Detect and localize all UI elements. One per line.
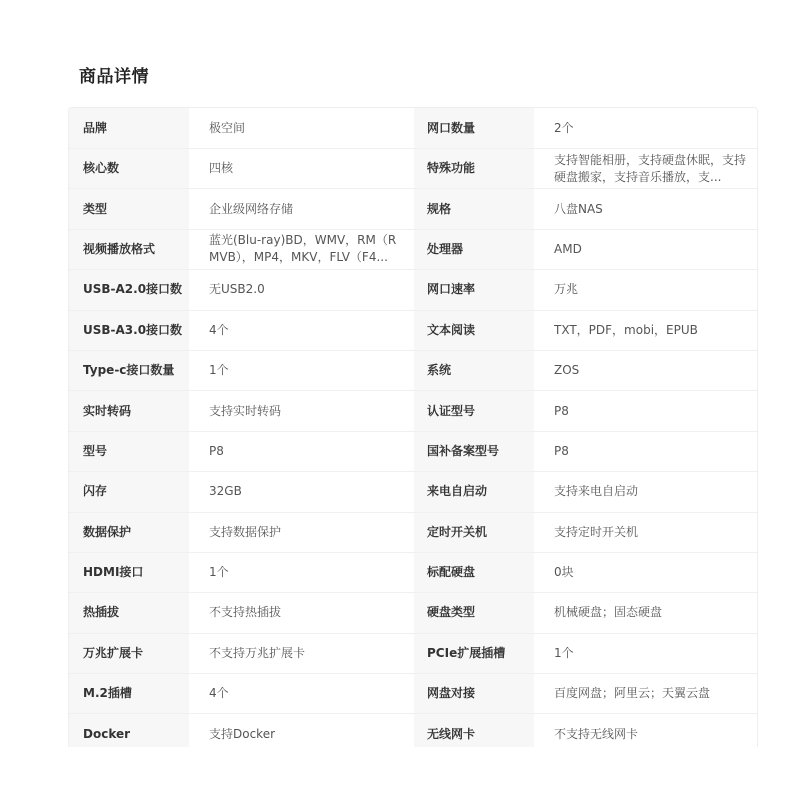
spec-value-text: AMD — [554, 241, 582, 256]
spec-label: 视频播放格式 — [69, 230, 189, 269]
spec-value — [189, 270, 414, 309]
spec-value — [189, 351, 414, 390]
spec-value-text: 无USB2.0 — [209, 282, 265, 297]
spec-value-text: 不支持无线网卡 — [554, 726, 639, 741]
page-bottom-area — [0, 747, 800, 800]
spec-value-text: 支持定时开关机 — [554, 524, 639, 539]
spec-label: USB-A2.0接口数 — [69, 270, 189, 309]
spec-value — [189, 391, 414, 430]
spec-row — [69, 432, 757, 472]
spec-value-text: 不支持热插拔 — [209, 605, 282, 620]
spec-value — [189, 634, 414, 673]
spec-value — [189, 513, 414, 552]
spec-value — [189, 149, 414, 188]
spec-value-text: 企业级网络存储 — [209, 201, 294, 216]
spec-value-text: 蓝光(Blu-ray)BD，WMV，RM（RMVB），MP4，MKV，FLV（F4... — [209, 233, 397, 265]
spec-value — [189, 714, 414, 747]
spec-value — [534, 593, 757, 632]
spec-value — [189, 108, 414, 148]
spec-row — [69, 149, 757, 189]
spec-value — [189, 593, 414, 632]
spec-row — [69, 714, 757, 747]
spec-label: 定时开关机 — [414, 513, 534, 552]
spec-value-text: P8 — [554, 403, 569, 418]
spec-table — [68, 107, 758, 747]
spec-row — [69, 108, 757, 149]
spec-value-text: 1个 — [209, 363, 229, 378]
spec-row — [69, 553, 757, 593]
spec-value — [534, 472, 757, 511]
spec-value — [189, 230, 414, 269]
spec-value-text: 1个 — [209, 565, 229, 580]
spec-value-text: 百度网盘；阿里云；天翼云盘 — [554, 686, 711, 701]
spec-row — [69, 391, 757, 431]
spec-row — [69, 189, 757, 229]
spec-label: 网口速率 — [414, 270, 534, 309]
spec-row — [69, 270, 757, 310]
spec-label: 品牌 — [69, 108, 189, 148]
spec-value-text: 0块 — [554, 565, 574, 580]
spec-value-text: P8 — [554, 443, 569, 458]
spec-value — [534, 432, 757, 471]
spec-value-text: 万兆 — [554, 282, 579, 297]
spec-label: HDMI接口 — [69, 553, 189, 592]
spec-row — [69, 593, 757, 633]
spec-value — [534, 108, 757, 148]
spec-value — [534, 311, 757, 350]
spec-value-text: 1个 — [554, 645, 574, 660]
spec-label: 规格 — [414, 189, 534, 228]
spec-row — [69, 351, 757, 391]
spec-value-text: 不支持万兆扩展卡 — [209, 645, 306, 660]
spec-value — [534, 714, 757, 747]
spec-value — [534, 674, 757, 713]
spec-row — [69, 311, 757, 351]
spec-label: 标配硬盘 — [414, 553, 534, 592]
spec-label: 类型 — [69, 189, 189, 228]
spec-value-text: 支持实时转码 — [209, 403, 282, 418]
spec-value-text: 4个 — [209, 686, 229, 701]
spec-value-text: ZOS — [554, 363, 580, 378]
spec-value — [189, 189, 414, 228]
spec-label: 特殊功能 — [414, 149, 534, 188]
spec-value — [189, 553, 414, 592]
spec-value — [534, 513, 757, 552]
spec-row — [69, 230, 757, 270]
spec-label: PCIe扩展插槽 — [414, 634, 534, 673]
spec-label: Type-c接口数量 — [69, 351, 189, 390]
spec-value — [534, 351, 757, 390]
spec-value-text: 4个 — [209, 322, 229, 337]
spec-label: 实时转码 — [69, 391, 189, 430]
spec-label: USB-A3.0接口数 — [69, 311, 189, 350]
spec-label: 系统 — [414, 351, 534, 390]
spec-label: 国补备案型号 — [414, 432, 534, 471]
spec-value-text: 32GB — [209, 484, 242, 499]
spec-label: 核心数 — [69, 149, 189, 188]
spec-value-text: 八盘NAS — [554, 201, 603, 216]
spec-label: 文本阅读 — [414, 311, 534, 350]
spec-value-text: 极空间 — [209, 120, 246, 135]
spec-label: 闪存 — [69, 472, 189, 511]
spec-label: 网盘对接 — [414, 674, 534, 713]
spec-label: 万兆扩展卡 — [69, 634, 189, 673]
spec-label: 无线网卡 — [414, 714, 534, 747]
spec-value-text: 四核 — [209, 161, 234, 176]
spec-value-text: 机械硬盘；固态硬盘 — [554, 605, 663, 620]
spec-row — [69, 674, 757, 714]
spec-label: M.2插槽 — [69, 674, 189, 713]
spec-value — [534, 149, 757, 188]
spec-value-text: 支持Docker — [209, 726, 276, 741]
spec-row — [69, 513, 757, 553]
spec-label: 网口数量 — [414, 108, 534, 148]
spec-value — [189, 432, 414, 471]
spec-value — [534, 553, 757, 592]
spec-value — [534, 391, 757, 430]
spec-value-text: TXT，PDF，mobi，EPUB — [554, 322, 698, 337]
spec-row — [69, 472, 757, 512]
spec-label: 型号 — [69, 432, 189, 471]
spec-value — [189, 311, 414, 350]
spec-value — [534, 189, 757, 228]
spec-value — [189, 472, 414, 511]
spec-value-text: 支持数据保护 — [209, 524, 282, 539]
spec-value — [534, 634, 757, 673]
spec-label: 处理器 — [414, 230, 534, 269]
spec-label: 认证型号 — [414, 391, 534, 430]
spec-label: Docker — [69, 714, 189, 747]
spec-label: 来电自启动 — [414, 472, 534, 511]
spec-value-text: P8 — [209, 443, 224, 458]
spec-value-text: 支持来电自启动 — [554, 484, 639, 499]
section-title: 商品详情 — [79, 67, 149, 87]
spec-value-text: 2个 — [554, 120, 574, 135]
spec-label: 数据保护 — [69, 513, 189, 552]
spec-row — [69, 634, 757, 674]
spec-label: 热插拔 — [69, 593, 189, 632]
spec-value-text: 支持智能相册，支持硬盘休眠，支持硬盘搬家，支持音乐播放，支... — [554, 152, 747, 184]
spec-value — [189, 674, 414, 713]
spec-value — [534, 270, 757, 309]
spec-label: 硬盘类型 — [414, 593, 534, 632]
spec-value — [534, 230, 757, 269]
